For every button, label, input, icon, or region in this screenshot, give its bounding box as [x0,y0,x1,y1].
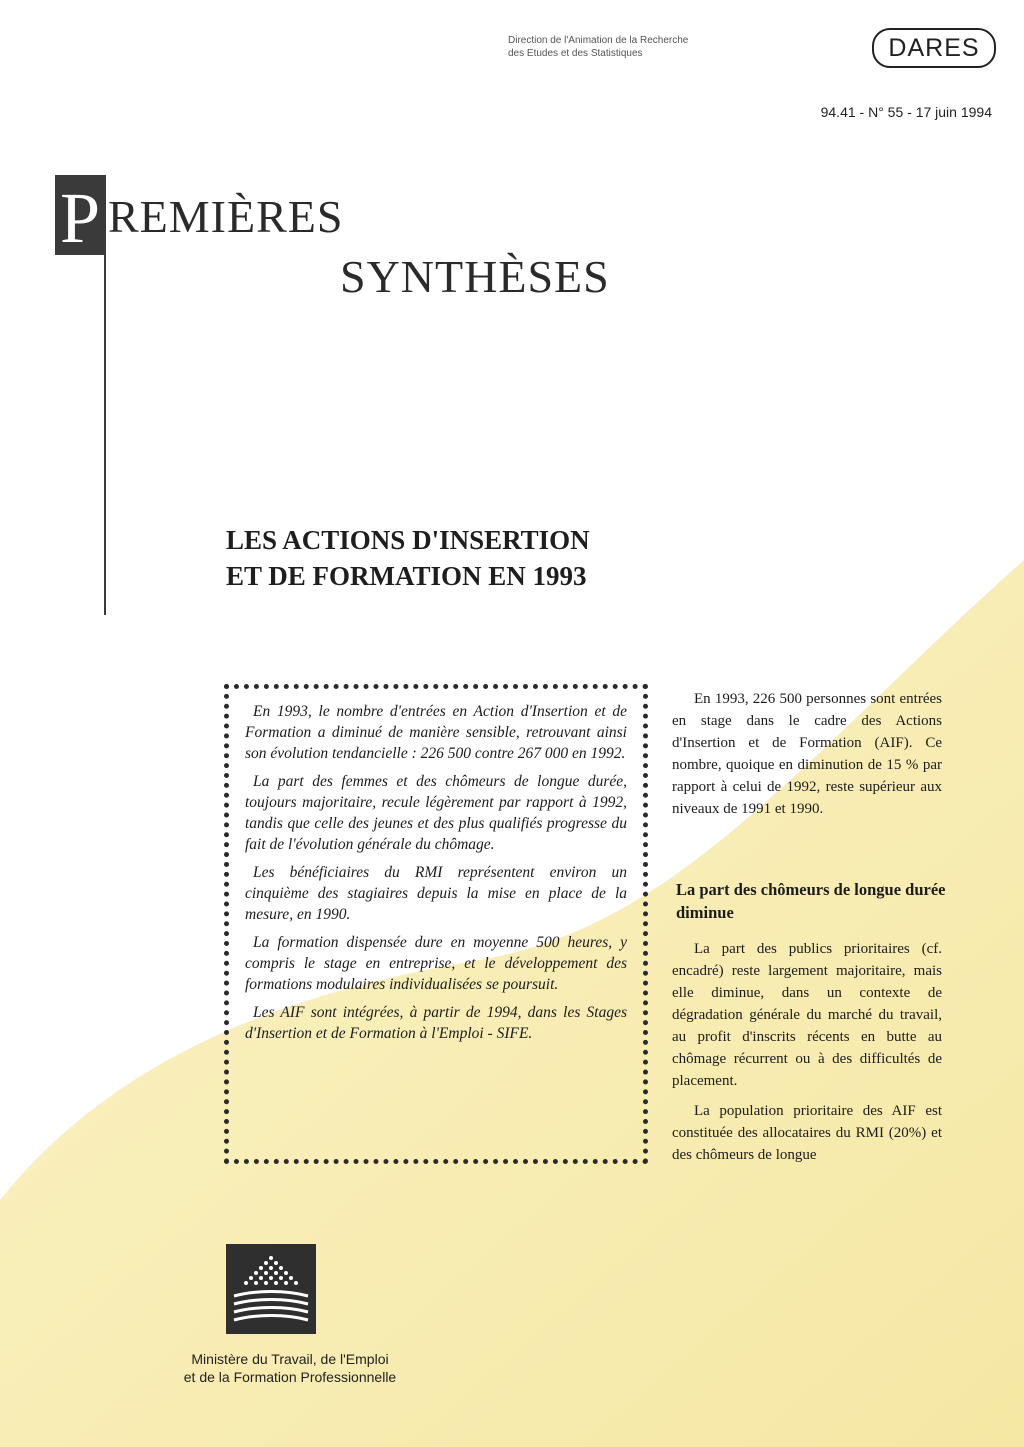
summary-paragraph: En 1993, le nombre d'entrées en Action d'Insertion et de Formation a diminué de manière sensible, retrouvant ainsi son évolution tendancielle : 226 500 contre 267 000 en 1992. [245,703,627,762]
body-paragraph: La population prioritaire des AIF est constituée des allocataires du RMI (20%) et des chômeurs de longue [672,1103,942,1163]
article-title-line-1: LES ACTIONS D'INSERTION [226,525,590,555]
dares-badge: DARES [872,28,996,68]
department-line-1: Direction de l'Animation de la Recherche [508,35,689,46]
ministry-line-2: et de la Formation Professionnelle [183,1369,397,1385]
body-column [672,938,942,1174]
summary-paragraph: La part des femmes et des chômeurs de longue durée, toujours majoritaire, recule légèrement par rapport à 1992, tandis que celle des jeunes et des plus qualifiés progresse du fait de l'évolution générale du chômage. [245,773,627,853]
intro-paragraph: En 1993, 226 500 personnes sont entrées en stage dans le cadre des Actions d'Insertion et de Formation (AIF). Ce nombre, quoique en diminution de 15 % par rapport à celui de 1992, reste supérieur aux niveaux de 1991 et 1990. [672,691,942,817]
brand-word-premieres: REMIÈRES [108,191,344,242]
issue-number: 94.41 - N° 55 - 17 juin 1994 [820,104,992,120]
brand-word-syntheses: SYNTHÈSES [340,251,610,302]
department-line-2: des Etudes et des Statistiques [508,48,643,59]
brand-initial-box [55,175,105,258]
article-title [226,522,686,594]
summary-paragraph: La formation dispensée dure en moyenne 500 heures, y compris le stage en entreprise, et le développement des formations modulaires individualisées se poursuit. [245,934,627,993]
summary-box [224,684,648,1164]
intro-column [672,688,942,828]
summary-paragraph: Les AIF sont intégrées, à partir de 1994, dans les Stages d'Insertion et de Formation à l'Emploi - SIFE. [245,1004,627,1042]
ministry-name [140,1350,440,1386]
article-title-line-2: ET DE FORMATION EN 1993 [226,561,587,591]
brand-vertical-rule [104,175,106,615]
ministry-logo-icon [226,1244,316,1334]
body-paragraph: La part des publics prioritaires (cf. encadré) reste largement majoritaire, mais elle diminue, dans un contexte de dégradation générale du marché du travail, au profit d'inscrits récents en butte au chômage récurrent ou à des difficultés de placement. [672,941,942,1089]
summary-paragraph: Les bénéficiaires du RMI représentent environ un cinquième des stagiaires depuis la mise en place de la mesure, en 1990. [245,864,627,923]
section-heading: La part des chômeurs de longue durée diminue [676,880,946,922]
brand-initial: P [59,178,101,258]
department-name [508,34,768,60]
ministry-line-1: Ministère du Travail, de l'Emploi [191,1351,389,1367]
